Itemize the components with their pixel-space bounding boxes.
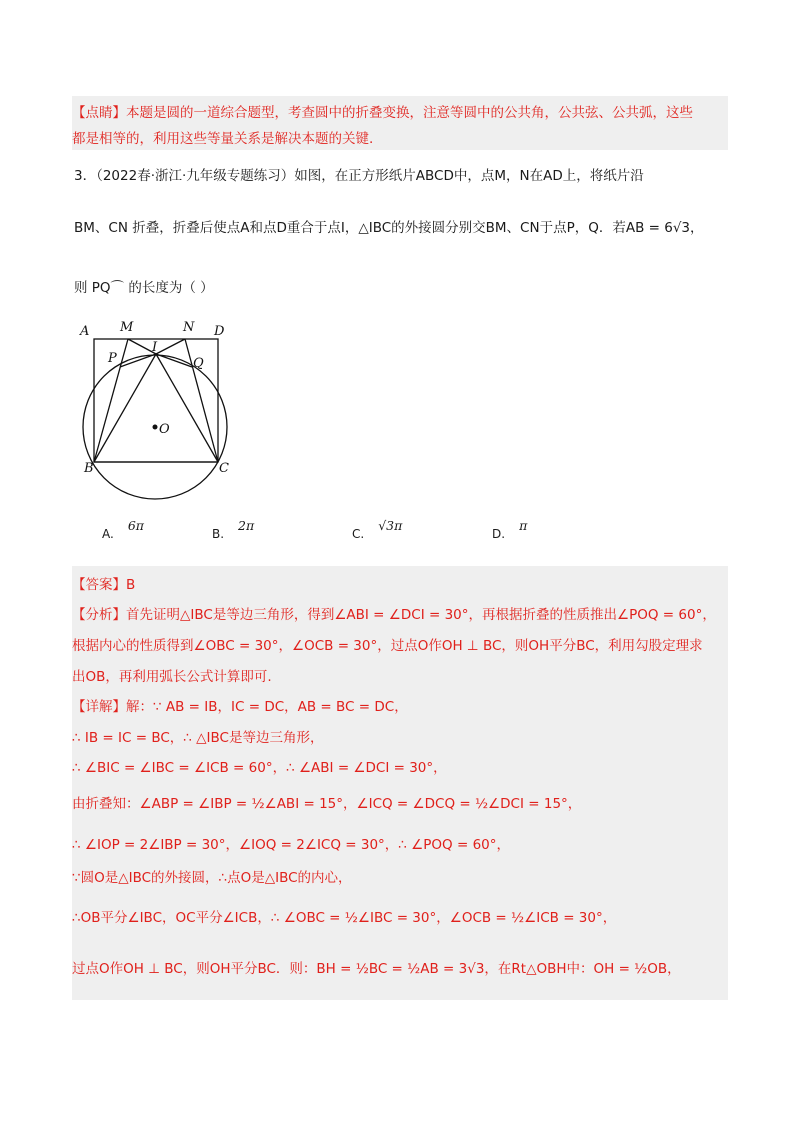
label-q: Q [193,356,204,371]
label-b: B [84,461,94,476]
tip-line-1: 【点睛】本题是圆的一道综合题型，考查圆中的折叠变换，注意等圆中的公共角，公共弦、公共弧，这些 [72,105,693,121]
detail-line-2: ∴ IB = IC = BC，∴ △IBC是等边三角形， [72,730,324,746]
center-dot [153,425,158,430]
problem-line-2: BM、CN 折叠，折叠后使点A和点D重合于点I，△IBC的外接圆分别交BM、CN于点P，Q．若AB = 6√3， [74,220,704,236]
label-p: P [108,351,117,366]
line-pi [120,354,156,367]
problem-line-3: 则 PQ⌒ 的长度为（ ） [74,280,214,296]
line-qi [156,354,192,367]
detail-line-7: ∴OB平分∠IBC，OC平分∠ICB，∴ ∠OBC = ½∠IBC = 30°，∠OCB = ½∠ICB = 30°， [72,910,617,926]
analysis-line-2: 根据内心的性质得到∠OBC = 30°，∠OCB = 30°，过点O作OH ⊥ BC，则OH平分BC，利用勾股定理求 [72,638,703,654]
option-d-value: π [519,518,528,533]
detail-line-6: ∵圆O是△IBC的外接圆，∴点O是△IBC的内心， [72,870,352,886]
line-ci [156,354,218,462]
analysis-line-3: 出OB，再利用弧长公式计算即可. [72,669,272,685]
option-b[interactable] [212,518,255,541]
label-n: N [183,320,195,335]
detail-line-3: ∴ ∠BIC = ∠IBC = ∠ICB = 60°，∴ ∠ABI = ∠DCI = 30°， [72,760,447,776]
label-o: O [159,422,170,437]
option-c-key: C. [352,527,365,541]
label-a: A [80,324,90,339]
answer-line: 【答案】B [72,577,136,593]
line-ni [156,339,185,354]
option-a-key: A. [102,527,114,541]
option-d[interactable] [492,518,528,541]
detail-line-8: 过点O作OH ⊥ BC，则OH平分BC．则：BH = ½BC = ½AB = 3√3，在Rt△OBH中：OH = ½OB， [72,961,681,977]
option-a-value: 6π [127,518,144,533]
analysis-line-1: 【分析】首先证明△IBC是等边三角形，得到∠ABI = ∠DCI = 30°，再根据折叠的性质推出∠POQ = 60°， [72,607,716,623]
option-b-value: 2π [238,518,255,533]
option-a[interactable] [102,518,144,541]
detail-line-5: ∴ ∠IOP = 2∠IBP = 30°，∠IOQ = 2∠ICQ = 30°，∴ ∠POQ = 60°， [72,837,510,853]
solution-block [72,566,728,1000]
detail-line-1: 【详解】解：∵ AB = IB，IC = DC，AB = BC = DC， [72,699,408,715]
label-i: I [152,340,158,355]
option-c[interactable] [352,518,403,541]
problem-line-1: 3．（2022春·浙江·九年级专题练习）如图，在正方形纸片ABCD中，点M，N在AD上，将纸片沿 [74,168,644,184]
option-c-value: √3π [378,518,403,533]
label-d: D [214,324,225,339]
label-c: C [219,461,229,476]
line-bi [94,354,156,462]
option-b-key: B. [212,527,225,541]
option-d-key: D. [492,527,506,541]
detail-line-4: 由折叠知：∠ABP = ∠IBP = ½∠ABI = 15°，∠ICQ = ∠DCQ = ½∠DCI = 15°， [72,796,582,812]
tip-line-2: 都是相等的，利用这些等量关系是解决本题的关键. [72,131,374,147]
label-m: M [120,320,134,335]
